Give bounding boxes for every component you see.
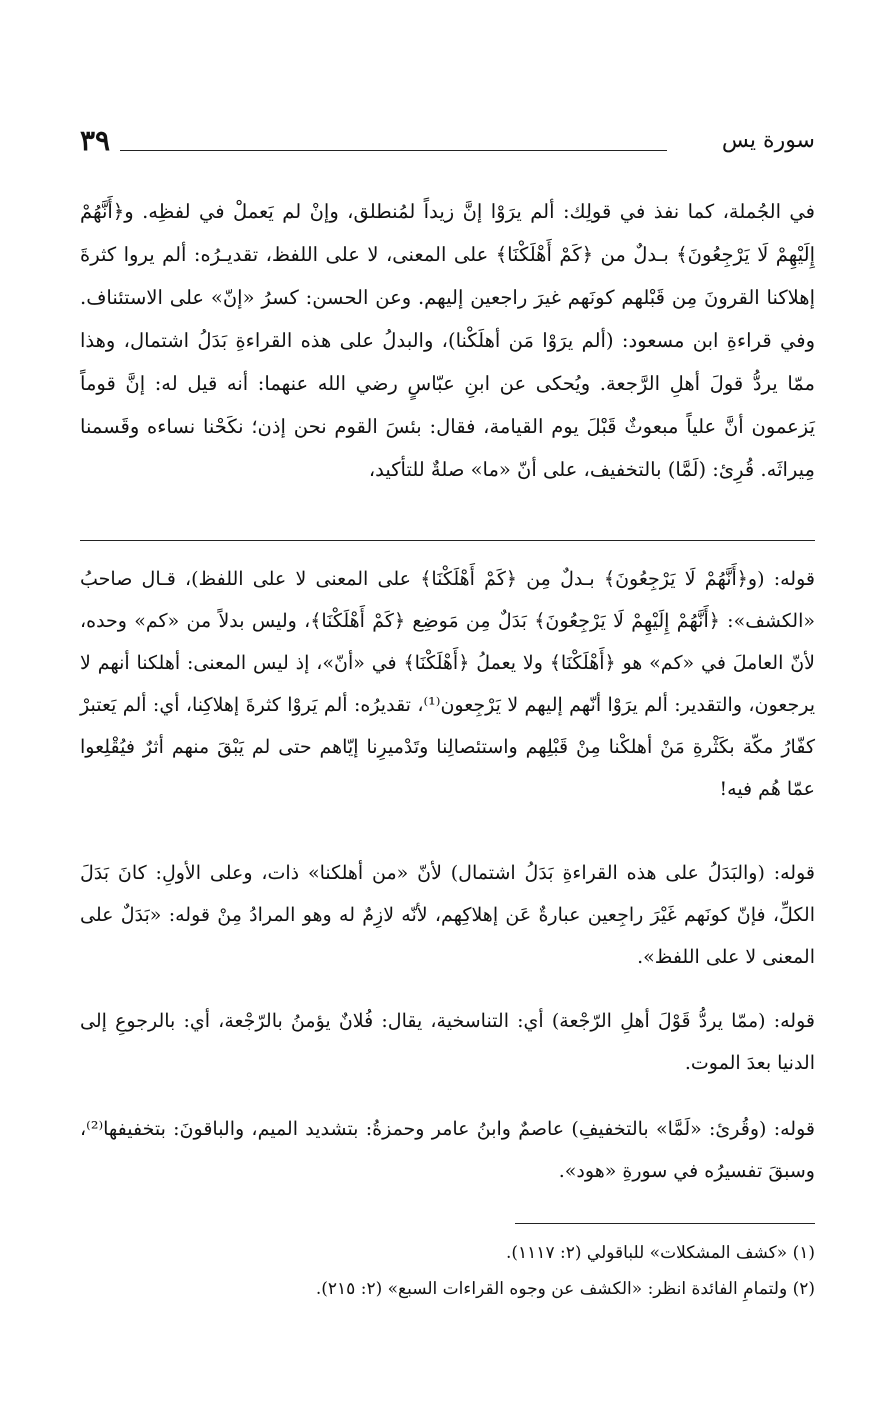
section-separator: [80, 540, 815, 541]
commentary-paragraph-3: قوله: (ممّا يردُّ قَوْلَ أهلِ الرّجْعة) أي: التناسخية، يقال: فُلانٌ يؤمنُ بالرّجْعة، أي: بالرجوعِ إلى الدنيا بعدَ الموت.: [80, 1010, 815, 1074]
commentary-paragraph-4: قوله: (وقُرئ: «لَمَّا» بالتخفيفِ) عاصمٌ وابنُ عامر وحمزةُ: بتشديد الميم، والباقونَ: بتخفيفها⁽²⁾، وسبقَ تفسيرُه في سورةِ «هود».: [80, 1118, 815, 1182]
page-number: ٣٩: [80, 124, 111, 157]
footnote-2: (٢) ولتمامِ الفائدة انظر: «الكشف عن وجوه القراءات السبع» (٢: ٢١٥).: [315, 1279, 815, 1299]
page-header: [80, 124, 815, 168]
footnote-1: (١) «كشف المشكلات» للباقولي (٢: ١١١٧).: [506, 1243, 815, 1263]
commentary-paragraph-2: قوله: (والبَدَلُ على هذه القراءةِ بَدَلُ اشتمال) لأنّ «من أهلكنا» ذات، وعلى الأولِ: كانَ بَدَلَ الكلِّ، فإنّ كونَهم غَيْرَ راجِعين عبارةٌ عَن إهلاكِهم، لأنّه لازِمٌ له وهو المرادُ مِنْ قوله: «بَدَلٌ على المعنى لا على اللفظ».: [80, 862, 815, 968]
main-text: في الجُملة، كما نفذ في قولِك: ألم يرَوْا إنَّ زيداً لمُنطلق، وإنْ لم يَعملْ في لفظِه. و﴿أَنَّهُمْ إِلَيْهِمْ لَا يَرْجِعُونَ﴾ بـدلٌ من ﴿كَمْ أَهْلَكْنَا﴾ على المعنى، لا على اللفظ، تقديـرُه: ألم يروا كثرةَ إهلاكنا القرونَ مِن قَبْلهم كونَهم غيرَ راجعين إليهم. وعن الحسن: كسرُ «إنّ» على الاستئناف. وفي قراءةِ ابن مسعود: (ألم يرَوْا مَن أهلَكْنا)، والبدلُ على هذه القراءةِ بَدَلُ اشتمال، وهذا ممّا يردُّ قولَ أهلِ الرَّجعة. ويُحكى عن ابنِ عبّاسٍ رضي الله عنهما: أنه قيل له: إنَّ قوماً يَزعمون أنَّ علياً مبعوثٌ قَبْلَ يوم القيامة، فقال: بئسَ القوم نحن إذن؛ نكَحْنا نساءه وقَسمنا مِيراثَه. قُرِئ: (لَمَّا) بالتخفيف، على أنّ «ما» صلةٌ للتأكيد،: [80, 200, 815, 481]
commentary-paragraph-1: قوله: (و﴿أَنَّهُمْ لَا يَرْجِعُونَ﴾ بـدلٌ مِن ﴿كَمْ أَهْلَكْنَا﴾ على المعنى لا على اللفظ)، قـال صاحبُ «الكشف»: ﴿أَنَّهُمْ إِلَيْهِمْ لَا يَرْجِعُونَ﴾ بَدَلٌ مِن مَوضِع ﴿كَمْ أَهْلَكْنَا﴾، وليس بدلاً من «كم» وحده، لأنّ العاملَ في «كم» هو ﴿أَهْلَكْنَا﴾ ولا يعملُ ﴿أَهْلَكْنَا﴾ في «أنّ»، إذ ليس المعنى: أهلكنا أنهم لا يرجعون، والتقدير: ألم يرَوْا أنّهم إليهم لا يَرْجِعون⁽¹⁾، تقديرُه: ألم يَروْا كثرةَ إهلاكِنا، أي: ألم يَعتبرْ كفّارُ مكّة بكَثْرةِ مَنْ أهلكْنا مِنْ قَبْلِهم واستئصالِنا وتَدْميرِنا إيّاهم حتى لم يَبْقَ منهم أثرٌ فيُقْلِعوا عمّا هُم فيه!: [80, 568, 815, 800]
header-rule: [120, 150, 667, 151]
surah-title: سورة يس: [721, 128, 815, 153]
footnote-separator: [515, 1223, 815, 1224]
